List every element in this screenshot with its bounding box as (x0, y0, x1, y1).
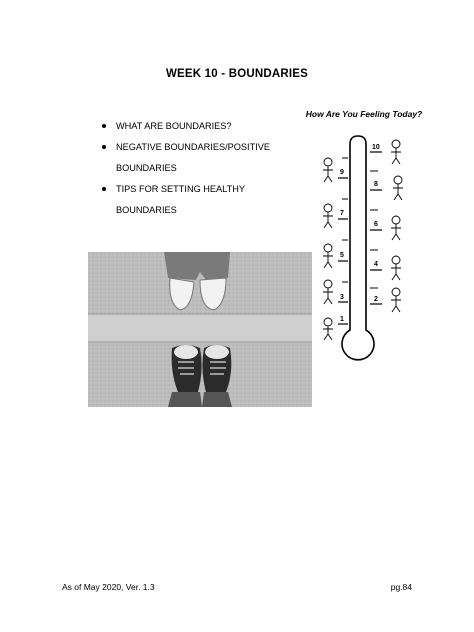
boundary-photo (88, 252, 312, 407)
level-10: 10 (372, 144, 380, 151)
page-number: pg.84 (390, 582, 412, 592)
level-5: 5 (340, 252, 344, 259)
bullet-item: WHAT ARE BOUNDARIES? (100, 116, 290, 137)
page-title: WEEK 10 - BOUNDARIES (165, 68, 309, 80)
level-3: 3 (340, 294, 344, 301)
level-9: 9 (340, 169, 344, 176)
bullet-item: NEGATIVE BOUNDARIES/POSITIVE BOUNDARIES (100, 137, 290, 179)
feelings-thermometer (312, 122, 424, 362)
level-6: 6 (374, 221, 378, 228)
level-2: 2 (374, 296, 378, 303)
level-4: 4 (374, 261, 378, 268)
level-8: 8 (374, 181, 378, 188)
topic-list (100, 116, 290, 221)
bullet-item: TIPS FOR SETTING HEALTHY BOUNDARIES (100, 179, 290, 221)
level-1: 1 (340, 316, 344, 323)
version-note: As of May 2020, Ver. 1.3 (62, 582, 155, 592)
level-7: 7 (340, 210, 344, 217)
feelings-title: How Are You Feeling Today? (305, 109, 423, 119)
